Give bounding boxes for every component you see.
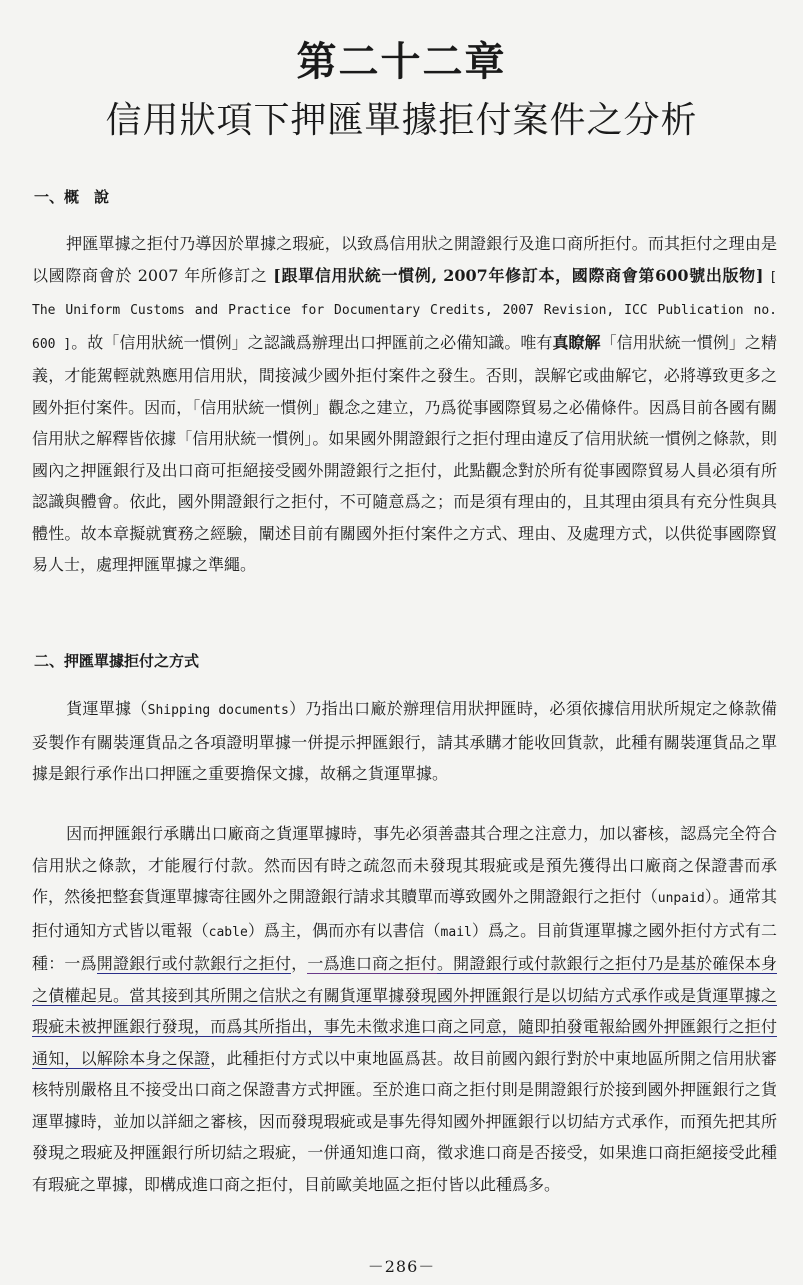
para-text: 貨運單據（	[66, 699, 148, 718]
para-text: 。故「信用狀統一慣例」之認識爲辦理出口押匯前之必備知識。唯有	[71, 332, 553, 352]
section-1-heading: 一、概 說	[34, 188, 110, 206]
chapter-title: 信用狀項下押匯單據拒付案件之分析	[105, 100, 698, 141]
chapter-heading: 第二十二章	[296, 38, 507, 85]
section-1-paragraph	[32, 228, 777, 581]
english-term: unpaid	[657, 891, 705, 906]
underlined-text-importer: 一爲進口商之拒付	[307, 954, 437, 973]
ucp-title-english: [ The Uniform Customs and Practice for Documentary Credits, 2007 Revision, ICC Publication no. 600 ]	[32, 269, 777, 352]
para-text: ）爲之。目前貨運單據之國外拒付方式有二種：一爲	[32, 920, 777, 973]
para-text: ）乃指出口廠於辦理信用狀押匯時，必須依據信用狀所規定之條款備妥製作有關裝運貨品之各項證明單據一併提示押匯銀行，請其承購才能收回貨款，此種有關裝運貨品之單據是銀行承作出口押匯之重要擔保文據，故稱之貨運單據。	[32, 699, 777, 783]
english-term: mail	[440, 924, 472, 940]
section-2-paragraph-1	[32, 693, 777, 790]
para-text: 「信用狀統一慣例」之精義，才能駕輕就熟應用信用狀，間接減少國外拒付案件之發生。否則，誤解它或曲解它，必將導致更多之國外拒付案件。因而，「信用狀統一慣例」觀念之建立，乃爲從事國際貿易之必備條件。因爲目前各國有關信用狀之解釋皆依據「信用狀統一慣例」。如果國外開證銀行之拒付理由違反了信用狀統一慣例之條款，則國內之押匯銀行及出口商可拒絕接受國外開證銀行之拒付，此點觀念對於所有從事國際貿易人員必須有所認識與體會。依此，國外開證銀行之拒付，不可隨意爲之；而是須有理由的，且其理由須具有充分性與具體性。故本章擬就實務之經驗，闡述目前有關國外拒付案件之方式、理由、及處理方式，以供從事國際貿易人士，處理押匯單據之準繩。	[32, 332, 777, 574]
underlined-text-issuing-bank: 開證銀行或付款銀行之拒付	[96, 954, 292, 973]
section-2-heading: 二、押匯單據拒付之方式	[34, 652, 200, 670]
emphasis-text: 真瞭解	[552, 332, 601, 352]
para-text: 因而押匯銀行承購出口廠商之貨運單據時，事先必須善盡其合理之注意力，加以審核，認爲完全符合信用狀之條款，才能履行付款。然而因有時之疏忽而未發現其瑕疵或是預先獲得出口廠商之保證書而承作，然後把整套貨運單據寄往國外之開證銀行請求其贖單而導致國外之開證銀行之拒付（	[32, 824, 777, 906]
underlined-text-rejection-notice: 。開證銀行或付款銀行之拒付乃是基於確保本身之債權起見。當其接到其所開之信狀之有關貨運單據發現國外押匯銀行是以切結方式承作或是貨運單據之瑕疵未被押匯銀行發現，而爲其所指出，事先未徵求進口商之同意，隨即拍發電報給國外押匯銀行之拒付通知，以解除本身之保證	[32, 954, 777, 1068]
para-text: ）爲主，偶而亦有以書信（	[247, 920, 441, 940]
section-2-paragraph-2	[32, 818, 777, 1200]
page-number: －286－	[367, 1257, 436, 1276]
para-text: ）。通常其拒付通知方式皆以電報（	[32, 887, 777, 940]
ucp-title-chinese: [跟單信用狀統一慣例, 2007年修訂本，國際商會第600號出版物]	[273, 265, 764, 285]
para-text: ，	[291, 954, 308, 973]
para-text: ，此種拒付方式以中東地區爲甚。故目前國內銀行對於中東地區所開之信用狀審核特別嚴格且不接受出口商之保證書方式押匯。至於進口商之拒付則是開證銀行於接到國外押匯銀行之貨運單據時，並加以詳細之審核，因而發現瑕疵或是事先得知國外押匯銀行以切結方式承作，而預先把其所發現之瑕疵及押匯銀行所切結之瑕疵，一併通知進口商，徵求進口商是否接受，如果進口商拒絕接受此種有瑕疵之單據，即構成進口商之拒付，目前歐美地區之拒付皆以此種爲多。	[32, 1048, 777, 1194]
english-term: cable	[208, 924, 248, 940]
para-text: 押匯單據之拒付乃導因於單據之瑕疵，以致爲信用狀之開證銀行及進口商所拒付。而其拒付之理由是以國際商會於 2007 年所修訂之	[32, 234, 777, 285]
english-term: Shipping documents	[147, 703, 289, 718]
